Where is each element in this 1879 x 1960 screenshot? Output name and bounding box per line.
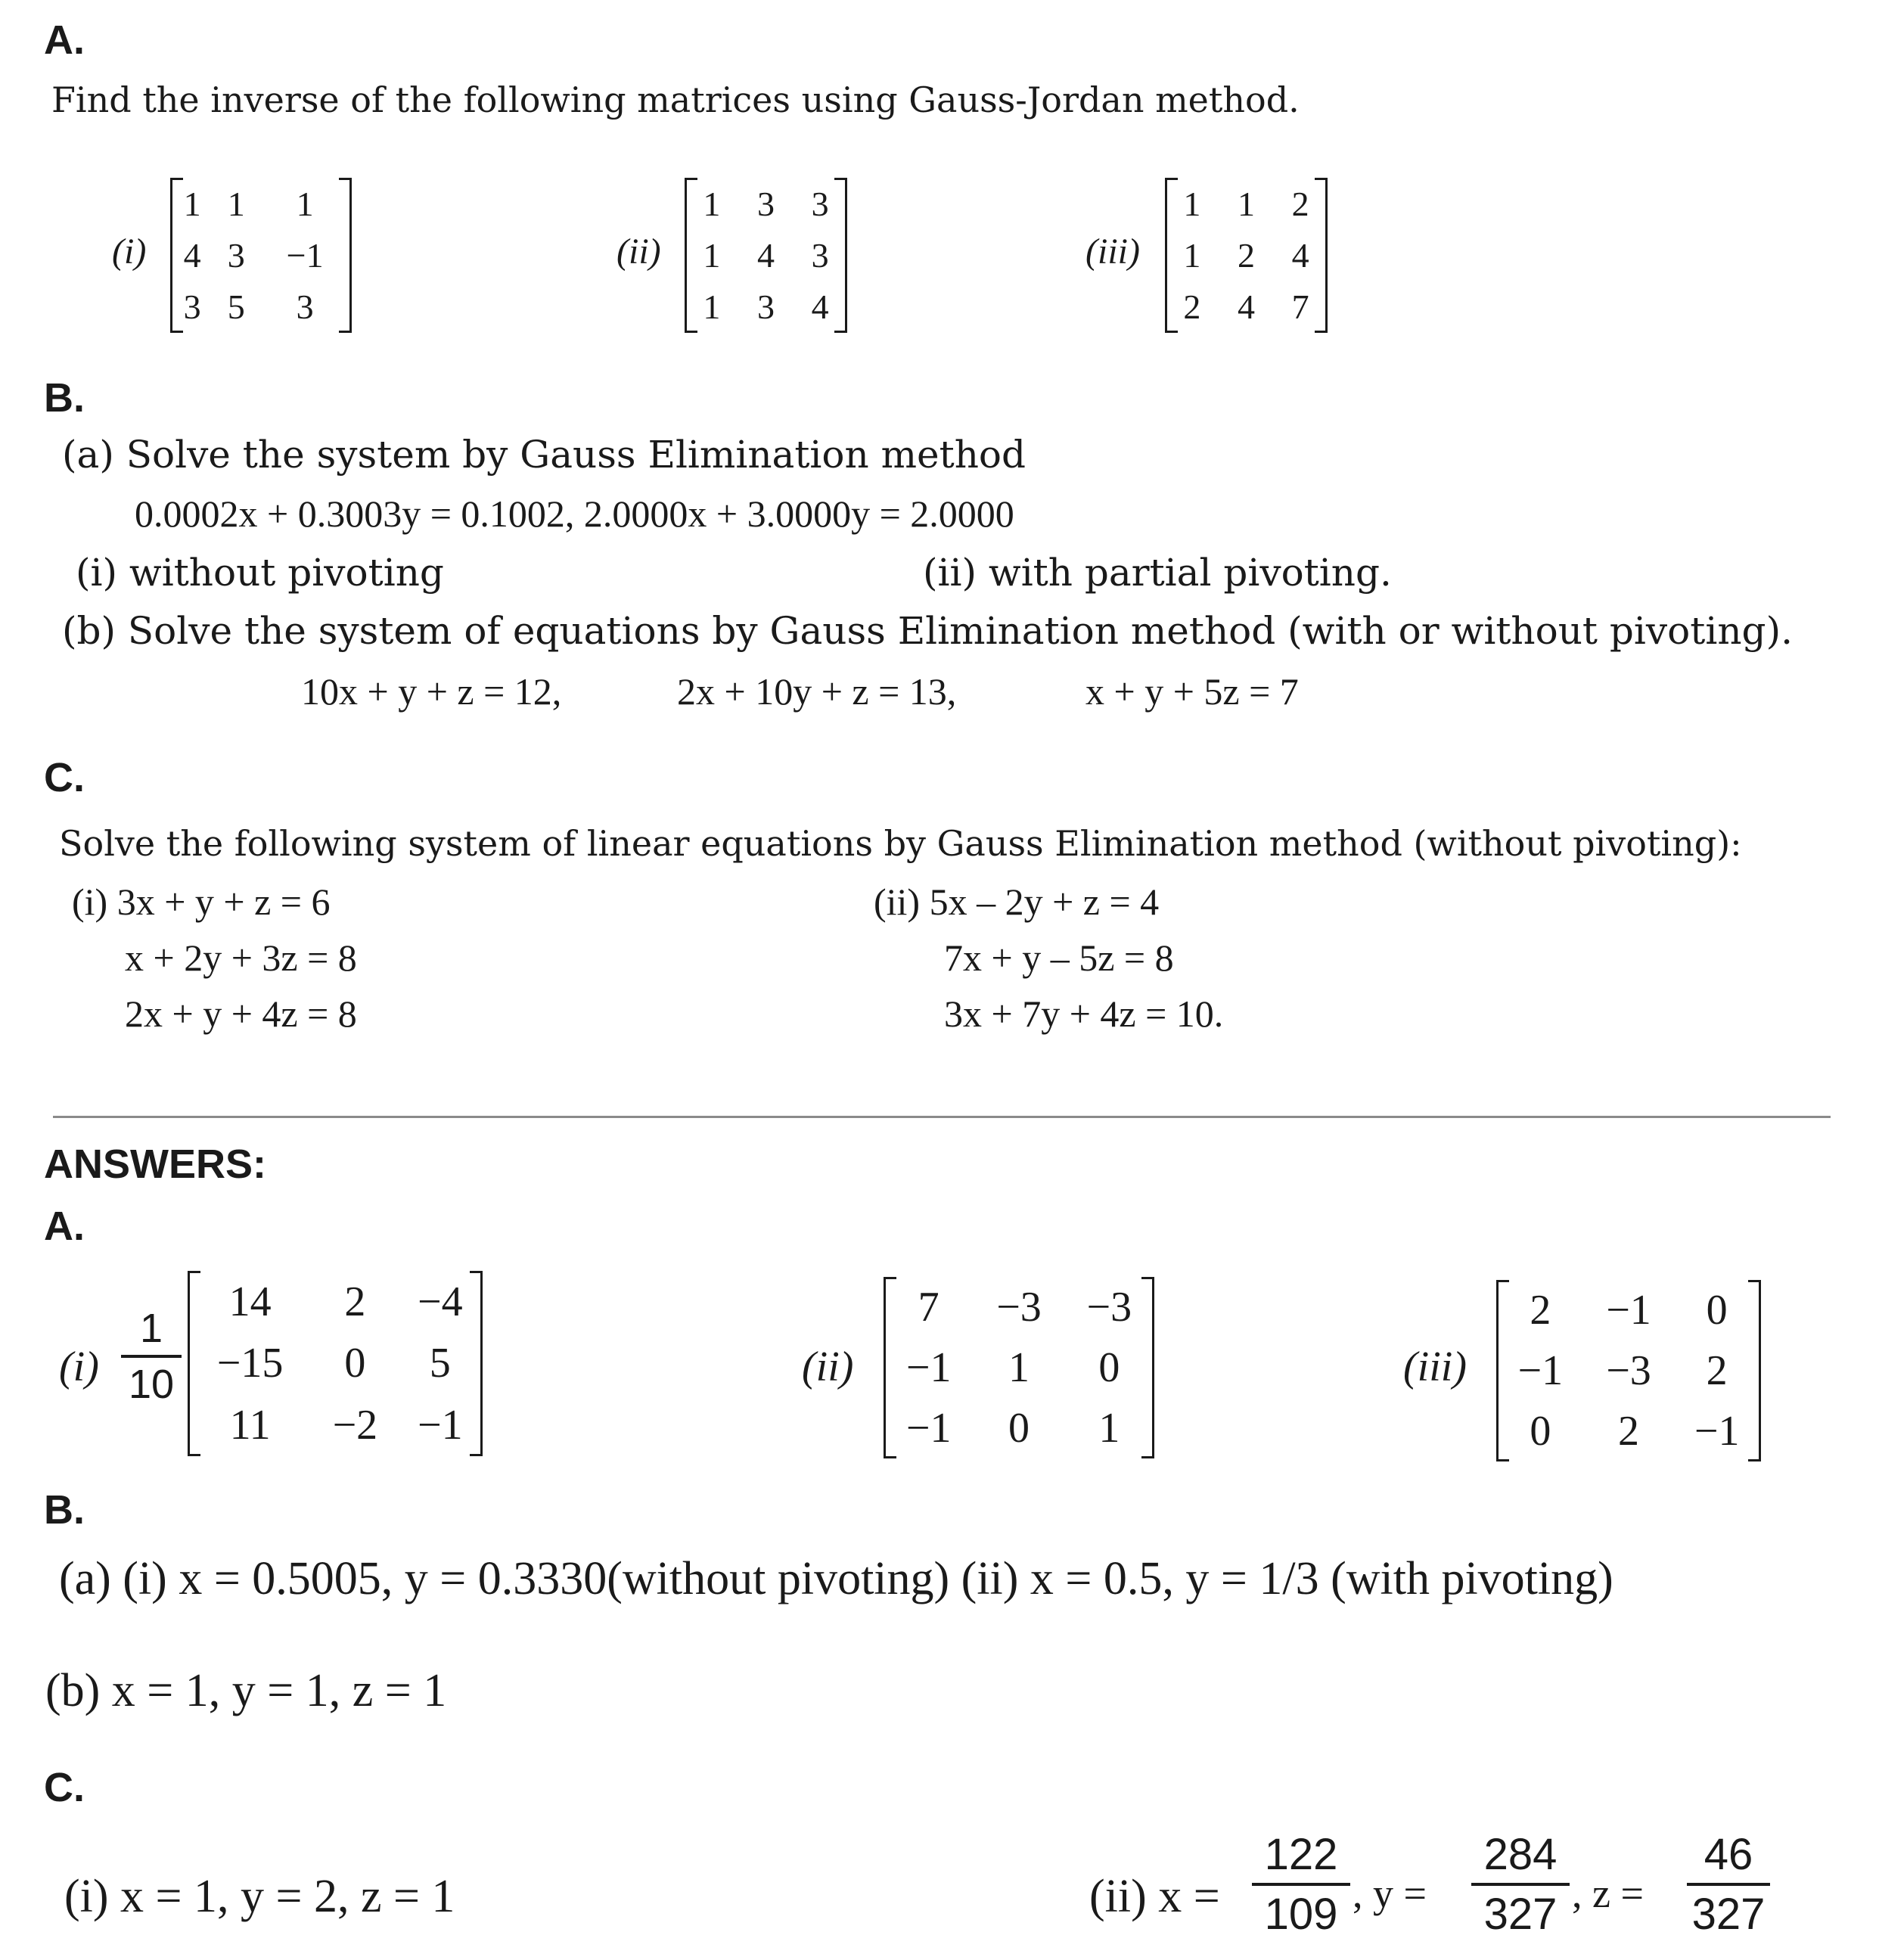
section-c-heading: C. (44, 755, 85, 800)
section-b-heading: B. (44, 375, 85, 421)
fraction-numerator: 46 (1704, 1830, 1753, 1879)
section-b-part-a-equations: 0.0002x + 0.3003y = 0.1002, 2.0000x + 3.0000y = 2.0000 (135, 492, 1014, 535)
answer-c-z-sep: , z = (1572, 1871, 1644, 1916)
matrix-cell: 0 (1706, 1287, 1728, 1334)
matrix-cell: 1 (1008, 1344, 1030, 1391)
matrix-i (170, 178, 352, 333)
matrix-cell: 2 (344, 1278, 366, 1325)
answer-i-matrix (188, 1271, 483, 1456)
matrix-cell: 14 (228, 1278, 272, 1325)
fraction-denominator: 10 (128, 1362, 175, 1407)
matrix-cell: 4 (756, 235, 775, 275)
matrix-iii-label: (iii) (1085, 231, 1140, 272)
fraction-bar (1687, 1883, 1770, 1886)
answer-i-label: (i) (59, 1343, 99, 1390)
matrix-cell: −1 (1694, 1408, 1740, 1455)
matrix-cell: 3 (296, 287, 314, 327)
matrix-cell: 1 (1183, 235, 1201, 275)
matrix-cell: 4 (1291, 235, 1309, 275)
matrix-cell: 1 (1183, 184, 1201, 223)
matrix-cell: 2 (1183, 287, 1201, 327)
matrix-cell: 3 (811, 235, 829, 275)
matrix-cell: 1 (703, 235, 721, 275)
matrix-cell: 2 (1706, 1347, 1728, 1394)
matrix-cell: 4 (811, 287, 829, 327)
matrix-cell: −2 (332, 1402, 378, 1449)
fraction-numerator: 284 (1483, 1830, 1558, 1879)
section-b-part-b: (b) Solve the system of equations by Gauss Elimination method (with or without pivoting). (62, 609, 1793, 653)
matrix-cell: 2 (1530, 1287, 1551, 1334)
matrix-cell: 0 (1008, 1405, 1030, 1452)
fraction-bar (1471, 1883, 1570, 1886)
system-ii-eq-2: 7x + y – 5z = 8 (944, 937, 1174, 979)
matrix-cell: 7 (1291, 287, 1309, 327)
system-i-eq-3: 2x + y + 4z = 8 (125, 992, 357, 1035)
matrix-iii (1165, 178, 1328, 333)
matrix-cell: 1 (183, 184, 201, 223)
answers-b-heading: B. (44, 1487, 85, 1533)
matrix-cell: −1 (905, 1405, 952, 1452)
matrix-cell: 0 (1530, 1408, 1551, 1455)
matrix-cell: 1 (1237, 184, 1255, 223)
fraction-denominator: 109 (1264, 1890, 1338, 1939)
answer-iii-label: (iii) (1403, 1343, 1467, 1390)
section-b-equation-3: x + y + 5z = 7 (1085, 670, 1299, 713)
matrix-cell: 2 (1237, 235, 1255, 275)
system-ii-eq-3: 3x + 7y + 4z = 10. (944, 992, 1224, 1035)
matrix-ii-label: (ii) (616, 231, 661, 272)
matrix-cell: 11 (229, 1402, 271, 1449)
divider (53, 1116, 1831, 1118)
answer-ii-matrix (884, 1277, 1154, 1458)
section-b-option-i: (i) without pivoting (76, 551, 444, 595)
answer-c-y-sep: , y = (1353, 1871, 1427, 1916)
answer-c-z-fraction (1687, 1829, 1770, 1940)
matrix-cell: 1 (296, 184, 314, 223)
matrix-cell: 1 (1098, 1405, 1120, 1452)
matrix-cell: 3 (811, 184, 829, 223)
matrix-cell: 3 (756, 287, 775, 327)
matrix-cell: −1 (1517, 1347, 1564, 1394)
matrix-cell: 1 (703, 184, 721, 223)
matrix-cell: 2 (1291, 184, 1309, 223)
system-i-eq-1: (i) 3x + y + z = 6 (72, 881, 331, 923)
answer-c-x-fraction (1252, 1829, 1350, 1940)
section-a-heading: A. (44, 17, 85, 63)
section-b-equation-2: 2x + 10y + z = 13, (677, 670, 957, 713)
matrix-cell: 3 (756, 184, 775, 223)
matrix-cell: 3 (227, 235, 245, 275)
fraction-numerator: 1 (139, 1306, 163, 1351)
answer-iii-matrix (1496, 1280, 1761, 1461)
fraction-numerator: 122 (1264, 1830, 1338, 1879)
matrix-cell: 0 (1098, 1344, 1120, 1391)
answer-c-i: (i) x = 1, y = 2, z = 1 (64, 1871, 455, 1922)
section-b-equation-1: 10x + y + z = 12, (301, 670, 562, 713)
section-c-instruction: Solve the following system of linear equations by Gauss Elimination method (without pivoting): (59, 823, 1742, 864)
matrix-cell: 4 (183, 235, 201, 275)
matrix-i-label: (i) (112, 231, 147, 272)
section-b-option-ii: (ii) with partial pivoting. (923, 551, 1392, 595)
section-b-part-a: (a) Solve the system by Gauss Elimination method (62, 433, 1026, 477)
system-i-eq-2: x + 2y + 3z = 8 (125, 937, 357, 979)
answers-c-heading: C. (44, 1765, 85, 1810)
matrix-cell: −15 (216, 1340, 284, 1387)
fraction-denominator: 327 (1483, 1890, 1558, 1939)
answer-c-ii-prefix: (ii) x = (1089, 1871, 1220, 1922)
matrix-cell: −1 (286, 235, 324, 275)
matrix-ii (685, 178, 847, 333)
matrix-cell: 7 (918, 1284, 940, 1331)
matrix-cell: 5 (429, 1340, 451, 1387)
matrix-cell: −3 (1086, 1284, 1132, 1331)
answer-i-scalar (121, 1305, 182, 1408)
matrix-cell: 3 (183, 287, 201, 327)
matrix-cell: −1 (1606, 1287, 1651, 1334)
answer-ii-label: (ii) (802, 1343, 854, 1390)
answer-b-a: (a) (i) x = 0.5005, y = 0.3330(without pivoting) (ii) x = 0.5, y = 1/3 (with pivoting) (59, 1553, 1613, 1604)
matrix-cell: −1 (418, 1402, 463, 1449)
matrix-cell: −1 (905, 1344, 952, 1391)
matrix-cell: 0 (344, 1340, 366, 1387)
fraction-bar (1252, 1883, 1350, 1886)
matrix-cell: −3 (1606, 1347, 1651, 1394)
fraction-bar (121, 1355, 182, 1358)
section-a-instruction: Find the inverse of the following matrices using Gauss-Jordan method. (51, 79, 1300, 120)
matrix-cell: −3 (996, 1284, 1042, 1331)
matrix-cell: 4 (1237, 287, 1255, 327)
system-ii-eq-1: (ii) 5x – 2y + z = 4 (874, 881, 1160, 923)
answer-c-y-fraction (1471, 1829, 1570, 1940)
answer-b-b: (b) x = 1, y = 1, z = 1 (45, 1665, 447, 1716)
matrix-cell: 1 (227, 184, 245, 223)
matrix-cell: 2 (1617, 1408, 1639, 1455)
matrix-cell: −4 (418, 1278, 463, 1325)
answers-a-heading: A. (44, 1204, 85, 1249)
matrix-cell: 1 (703, 287, 721, 327)
fraction-denominator: 327 (1691, 1890, 1766, 1939)
answers-heading: ANSWERS: (44, 1142, 266, 1187)
matrix-cell: 5 (227, 287, 245, 327)
